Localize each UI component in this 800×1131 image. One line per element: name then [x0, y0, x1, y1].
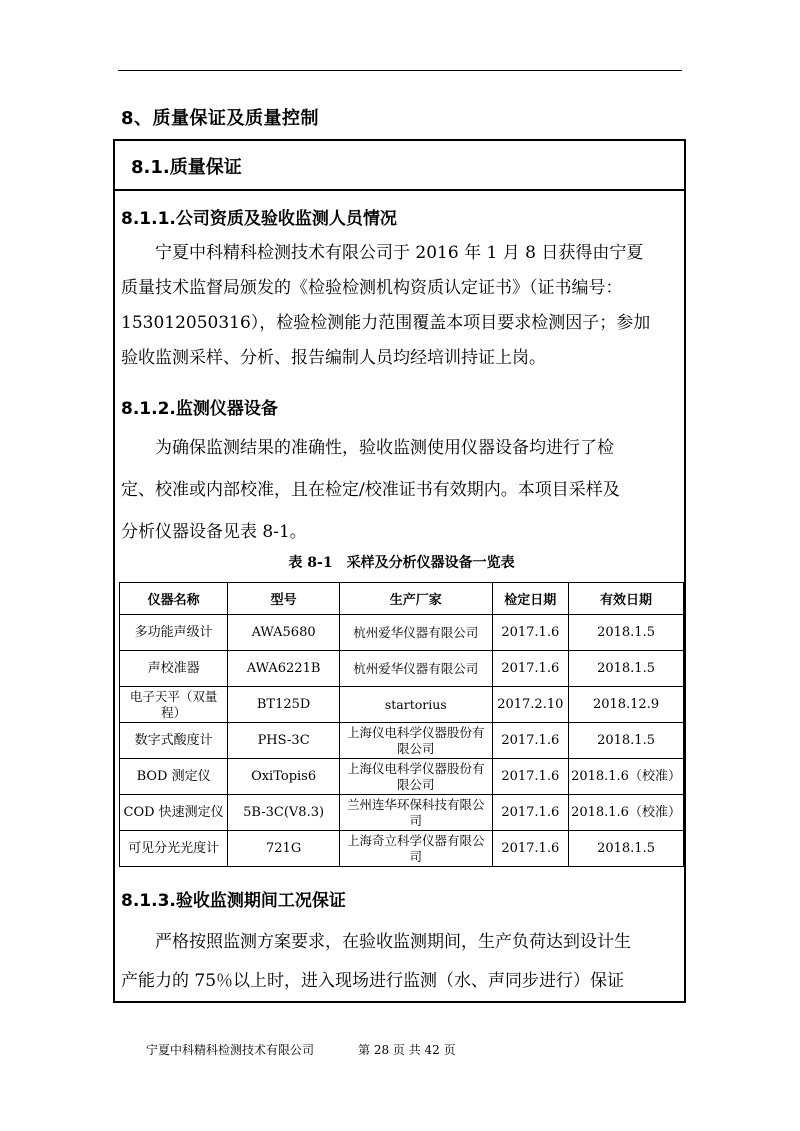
table-cell: 杭州爱华仪器有限公司	[340, 651, 493, 687]
table-cell: AWA5680	[228, 615, 340, 651]
table-cell: 2017.2.10	[492, 687, 569, 723]
table-cell: 2017.1.6	[492, 615, 569, 651]
paragraph-line: 定、校准或内部校准，且在检定/校准证书有效期内。本项目采样及	[121, 480, 620, 500]
table-cell: 2018.1.5	[569, 831, 684, 867]
table-cell: 2018.12.9	[569, 687, 684, 723]
footer-company: 宁夏中科精科检测技术有限公司	[146, 1043, 315, 1057]
paragraph-line: 质量技术监督局颁发的《检验检测机构资质认定证书》（证书编号：	[121, 278, 623, 298]
table-cell: 多功能声级计	[120, 615, 228, 651]
table-cell: 2017.1.6	[492, 651, 569, 687]
table-cell: 2018.1.6（校准）	[569, 759, 684, 795]
paragraph-8-1-2	[121, 427, 681, 553]
heading-8-1-3: 8.1.3.验收监测期间工况保证	[121, 891, 346, 911]
table-row	[120, 723, 684, 759]
table-row	[120, 651, 684, 687]
column-header: 检定日期	[492, 583, 569, 615]
table-caption: 表 8-1 采样及分析仪器设备一览表	[288, 555, 515, 571]
table-row	[120, 831, 684, 867]
table-cell: 数字式酸度计	[120, 723, 228, 759]
table-cell: 2017.1.6	[492, 831, 569, 867]
box-header	[115, 141, 684, 191]
table-cell: 上海仪电科学仪器股份有限公司	[340, 759, 493, 795]
paragraph-line: 严格按照监测方案要求，在验收监测期间，生产负荷达到设计生	[121, 932, 631, 952]
table-cell: COD 快速测定仪	[120, 795, 228, 831]
footer-page-number: 第 28 页 共 42 页	[358, 1043, 456, 1057]
section-title: 8、质量保证及质量控制	[121, 108, 320, 129]
box-title: 8.1.质量保证	[131, 157, 242, 178]
table-cell: 2018.1.5	[569, 723, 684, 759]
column-header: 生产厂家	[340, 583, 493, 615]
paragraph-line: 产能力的 75％以上时，进入现场进行监测（水、声同步进行）保证	[121, 971, 625, 991]
table-cell: 721G	[228, 831, 340, 867]
table-cell: 可见分光光度计	[120, 831, 228, 867]
paragraph-8-1-1	[121, 236, 681, 376]
table-cell: 2017.1.6	[492, 723, 569, 759]
column-header: 有效日期	[569, 583, 684, 615]
table-cell: 电子天平（双量程）	[120, 687, 228, 723]
equipment-table	[119, 582, 684, 867]
paragraph-line: 为确保监测结果的准确性，验收监测使用仪器设备均进行了检	[121, 438, 614, 458]
table-row	[120, 615, 684, 651]
header-rule	[118, 70, 682, 71]
table-cell: BOD 测定仪	[120, 759, 228, 795]
table-cell: 5B-3C(V8.3)	[228, 795, 340, 831]
table-cell: 2018.1.5	[569, 615, 684, 651]
table-cell: AWA6221B	[228, 651, 340, 687]
heading-8-1-2: 8.1.2.监测仪器设备	[121, 399, 278, 419]
paragraph-line: 宁夏中科精科检测技术有限公司于 2016 年 1 月 8 日获得由宁夏	[121, 243, 644, 263]
paragraph-line: 分析仪器设备见表 8-1。	[121, 522, 307, 542]
table-cell: 上海奇立科学仪器有限公司	[340, 831, 493, 867]
paragraph-8-1-3	[121, 923, 681, 1001]
column-header: 型号	[228, 583, 340, 615]
table-row	[120, 795, 684, 831]
table-cell: 兰州连华环保科技有限公司	[340, 795, 493, 831]
table-cell: BT125D	[228, 687, 340, 723]
table-cell: 2018.1.5	[569, 651, 684, 687]
table-cell: 2017.1.6	[492, 759, 569, 795]
quality-assurance-box	[113, 139, 686, 1003]
paragraph-line: 153012050316），检验检测能力范围覆盖本项目要求检测因子；参加	[121, 313, 651, 333]
table-cell: 上海仪电科学仪器股份有限公司	[340, 723, 493, 759]
heading-8-1-1: 8.1.1.公司资质及验收监测人员情况	[121, 209, 397, 229]
table-cell: 杭州爱华仪器有限公司	[340, 615, 493, 651]
table-cell: 2017.1.6	[492, 795, 569, 831]
table-row	[120, 687, 684, 723]
table-cell: PHS-3C	[228, 723, 340, 759]
table-header-row	[120, 583, 684, 615]
table-cell: startorius	[340, 687, 493, 723]
paragraph-line: 验收监测采样、分析、报告编制人员均经培训持证上岗。	[121, 348, 546, 368]
column-header: 仪器名称	[120, 583, 228, 615]
table-cell: OxiTopis6	[228, 759, 340, 795]
table-cell: 2018.1.6（校准）	[569, 795, 684, 831]
table-row	[120, 759, 684, 795]
table-cell: 声校准器	[120, 651, 228, 687]
